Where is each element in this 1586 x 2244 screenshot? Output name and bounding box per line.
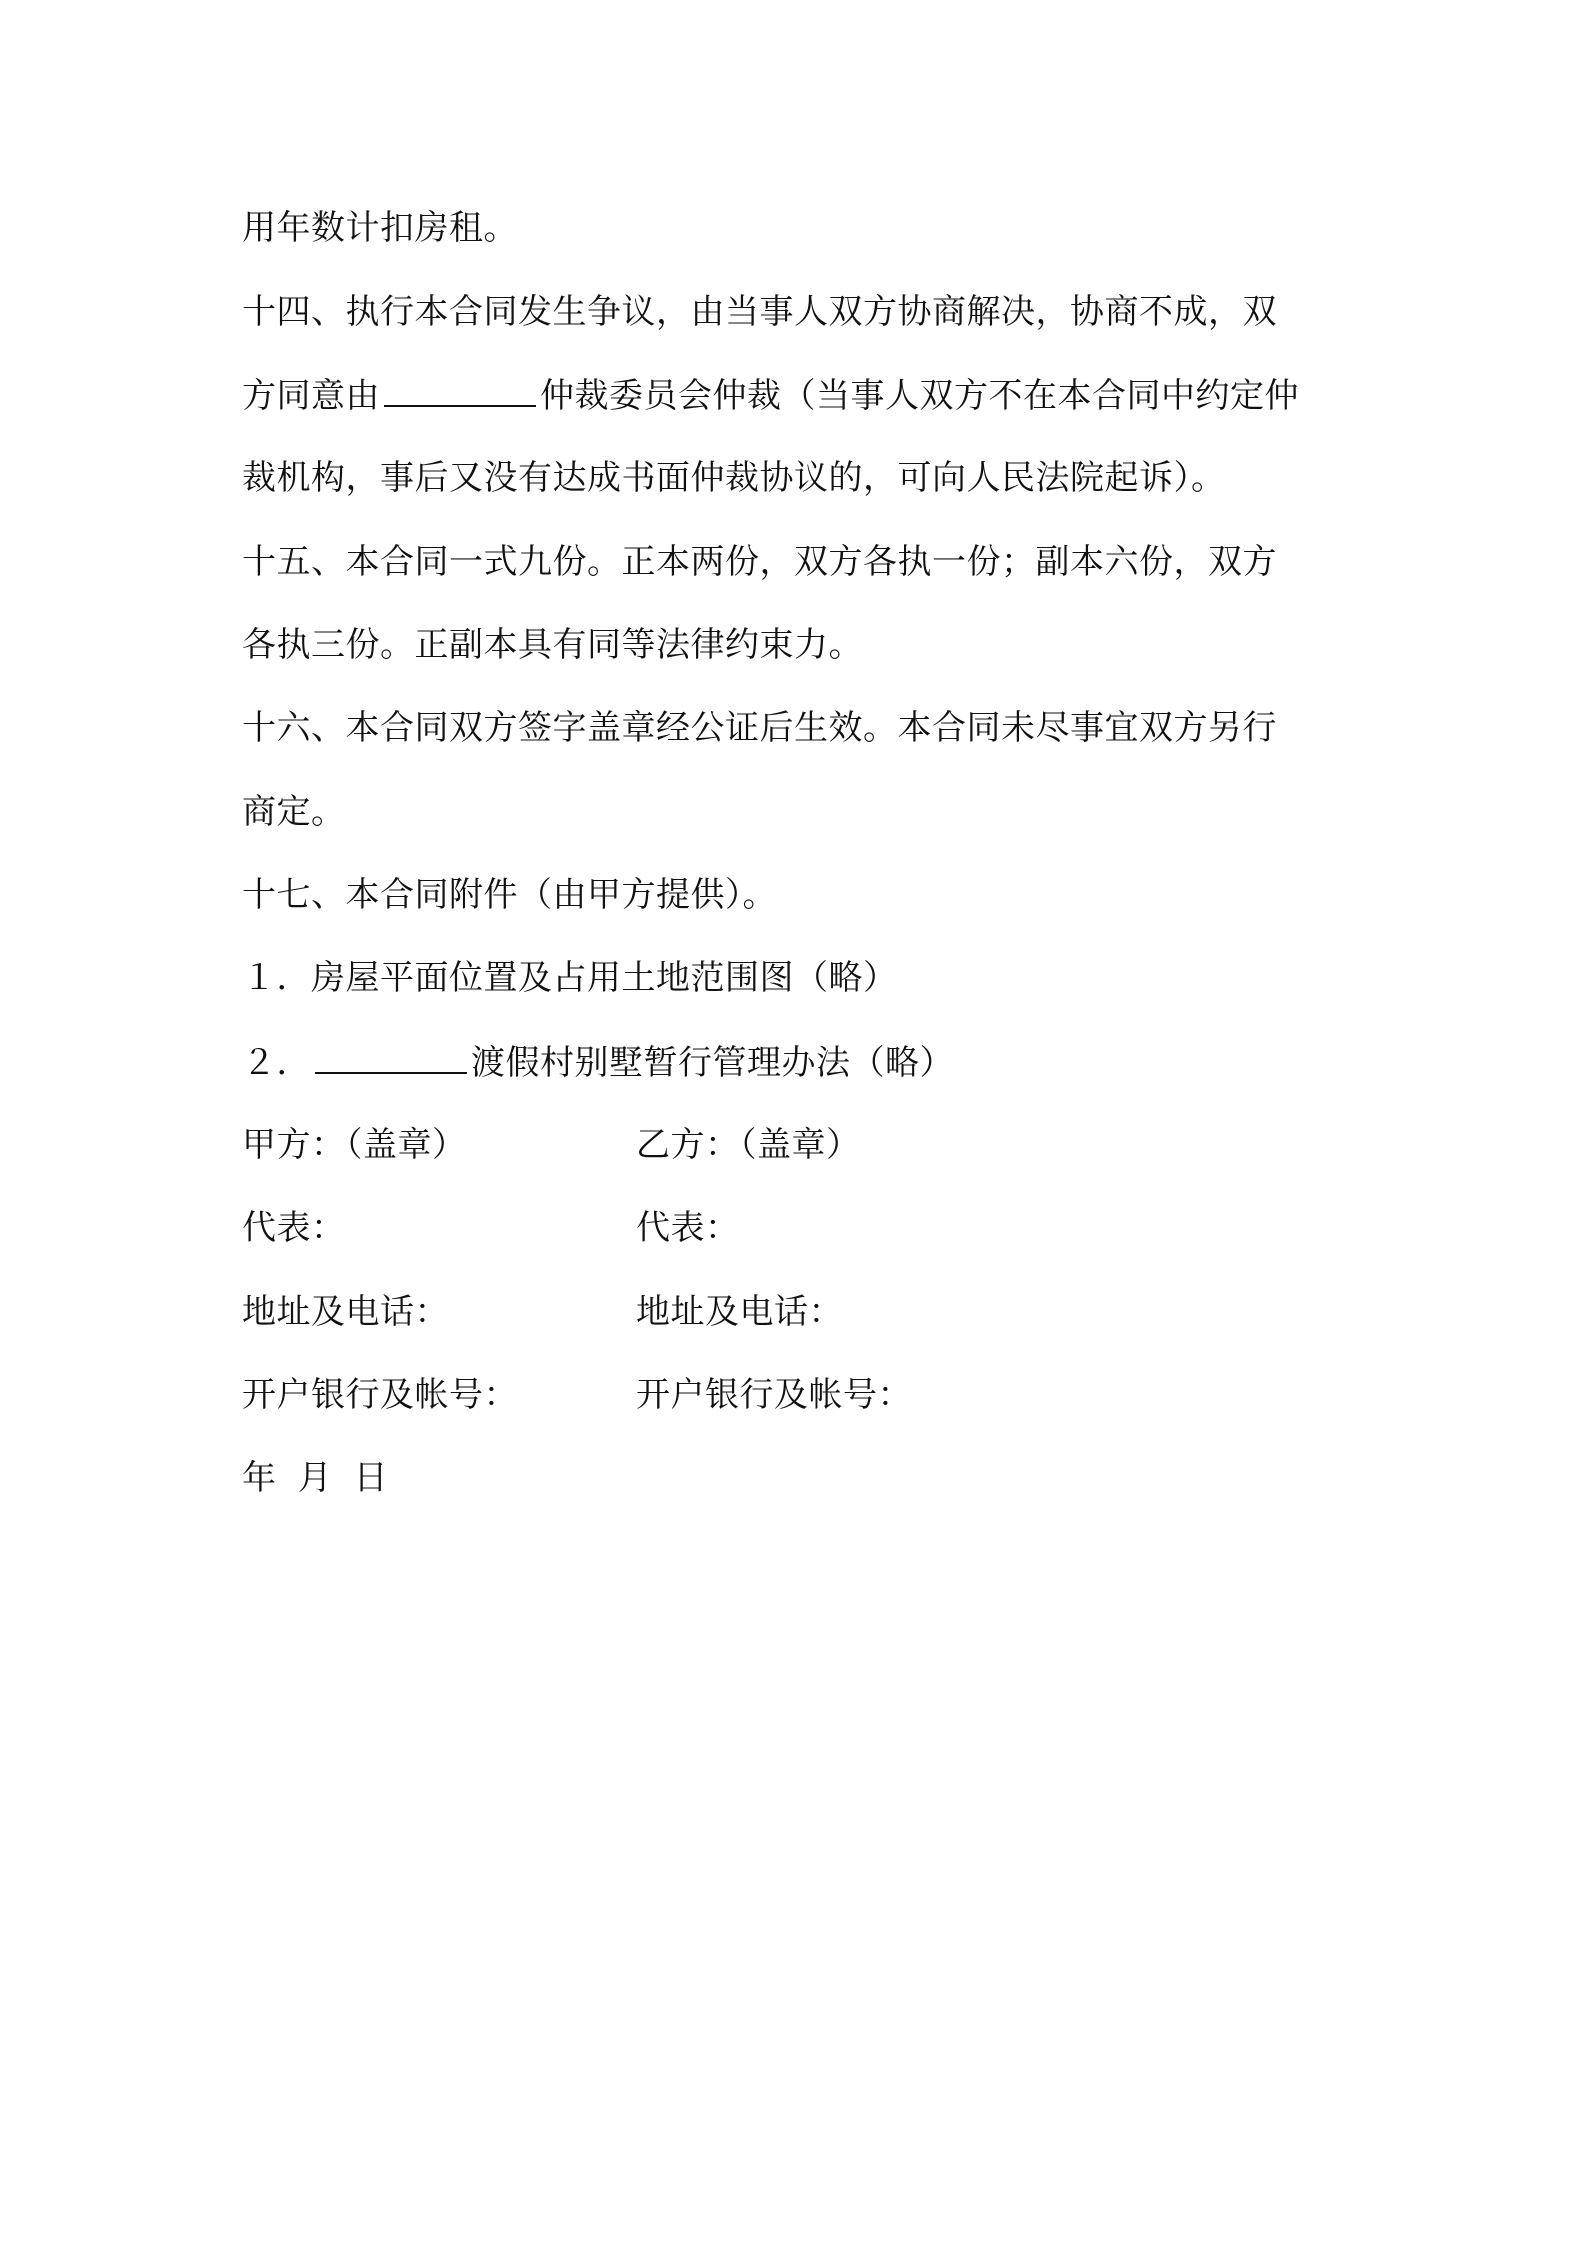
party-a-address-phone: 地址及电话：	[242, 1292, 449, 1332]
party-a-bank-account: 开户银行及帐号：	[242, 1375, 518, 1415]
signing-date: 年 月 日	[242, 1458, 389, 1498]
clause-14-line-2-before: 方同意由	[242, 376, 380, 416]
clause-16-line-2: 商定。	[242, 792, 346, 832]
clause-14-line-3: 裁机构，事后又没有达成书面仲裁协议的，可向人民法院起诉）。	[242, 458, 1226, 498]
party-a-representative: 代表：	[242, 1208, 346, 1248]
arbitration-committee-blank	[384, 375, 536, 407]
clause-17-heading: 十七、本合同附件（由甲方提供）。	[242, 875, 777, 915]
clause-16-line-1: 十六、本合同双方签字盖章经公证后生效。本合同未尽事宜双方另行	[242, 708, 1277, 748]
clause-13-tail: 用年数计扣房租。	[242, 208, 518, 248]
clause-14-line-2	[242, 375, 1299, 416]
party-b-representative: 代表：	[636, 1208, 740, 1248]
party-b-bank-account: 开户银行及帐号：	[636, 1375, 912, 1415]
clause-15-line-1: 十五、本合同一式九份。正本两份，双方各执一份；副本六份，双方	[242, 542, 1277, 582]
attachment-item-2-suffix: 渡假村别墅暂行管理办法（略）	[471, 1043, 954, 1083]
party-a-seal: 甲方：（盖章）	[242, 1125, 467, 1165]
resort-name-blank	[315, 1042, 467, 1074]
party-b-seal: 乙方：（盖章）	[636, 1125, 861, 1165]
clause-15-line-2: 各执三份。正副本具有同等法律约束力。	[242, 625, 863, 665]
clause-14-line-2-after: 仲裁委员会仲裁（当事人双方不在本合同中约定仲	[540, 376, 1299, 416]
party-b-address-phone: 地址及电话：	[636, 1292, 843, 1332]
attachment-item-2	[242, 1042, 954, 1083]
attachment-item-2-prefix: ２．	[242, 1043, 311, 1083]
clause-14-line-1: 十四、执行本合同发生争议，由当事人双方协商解决，协商不成，双	[242, 292, 1277, 332]
attachment-item-1: １．房屋平面位置及占用土地范围图（略）	[242, 958, 898, 998]
